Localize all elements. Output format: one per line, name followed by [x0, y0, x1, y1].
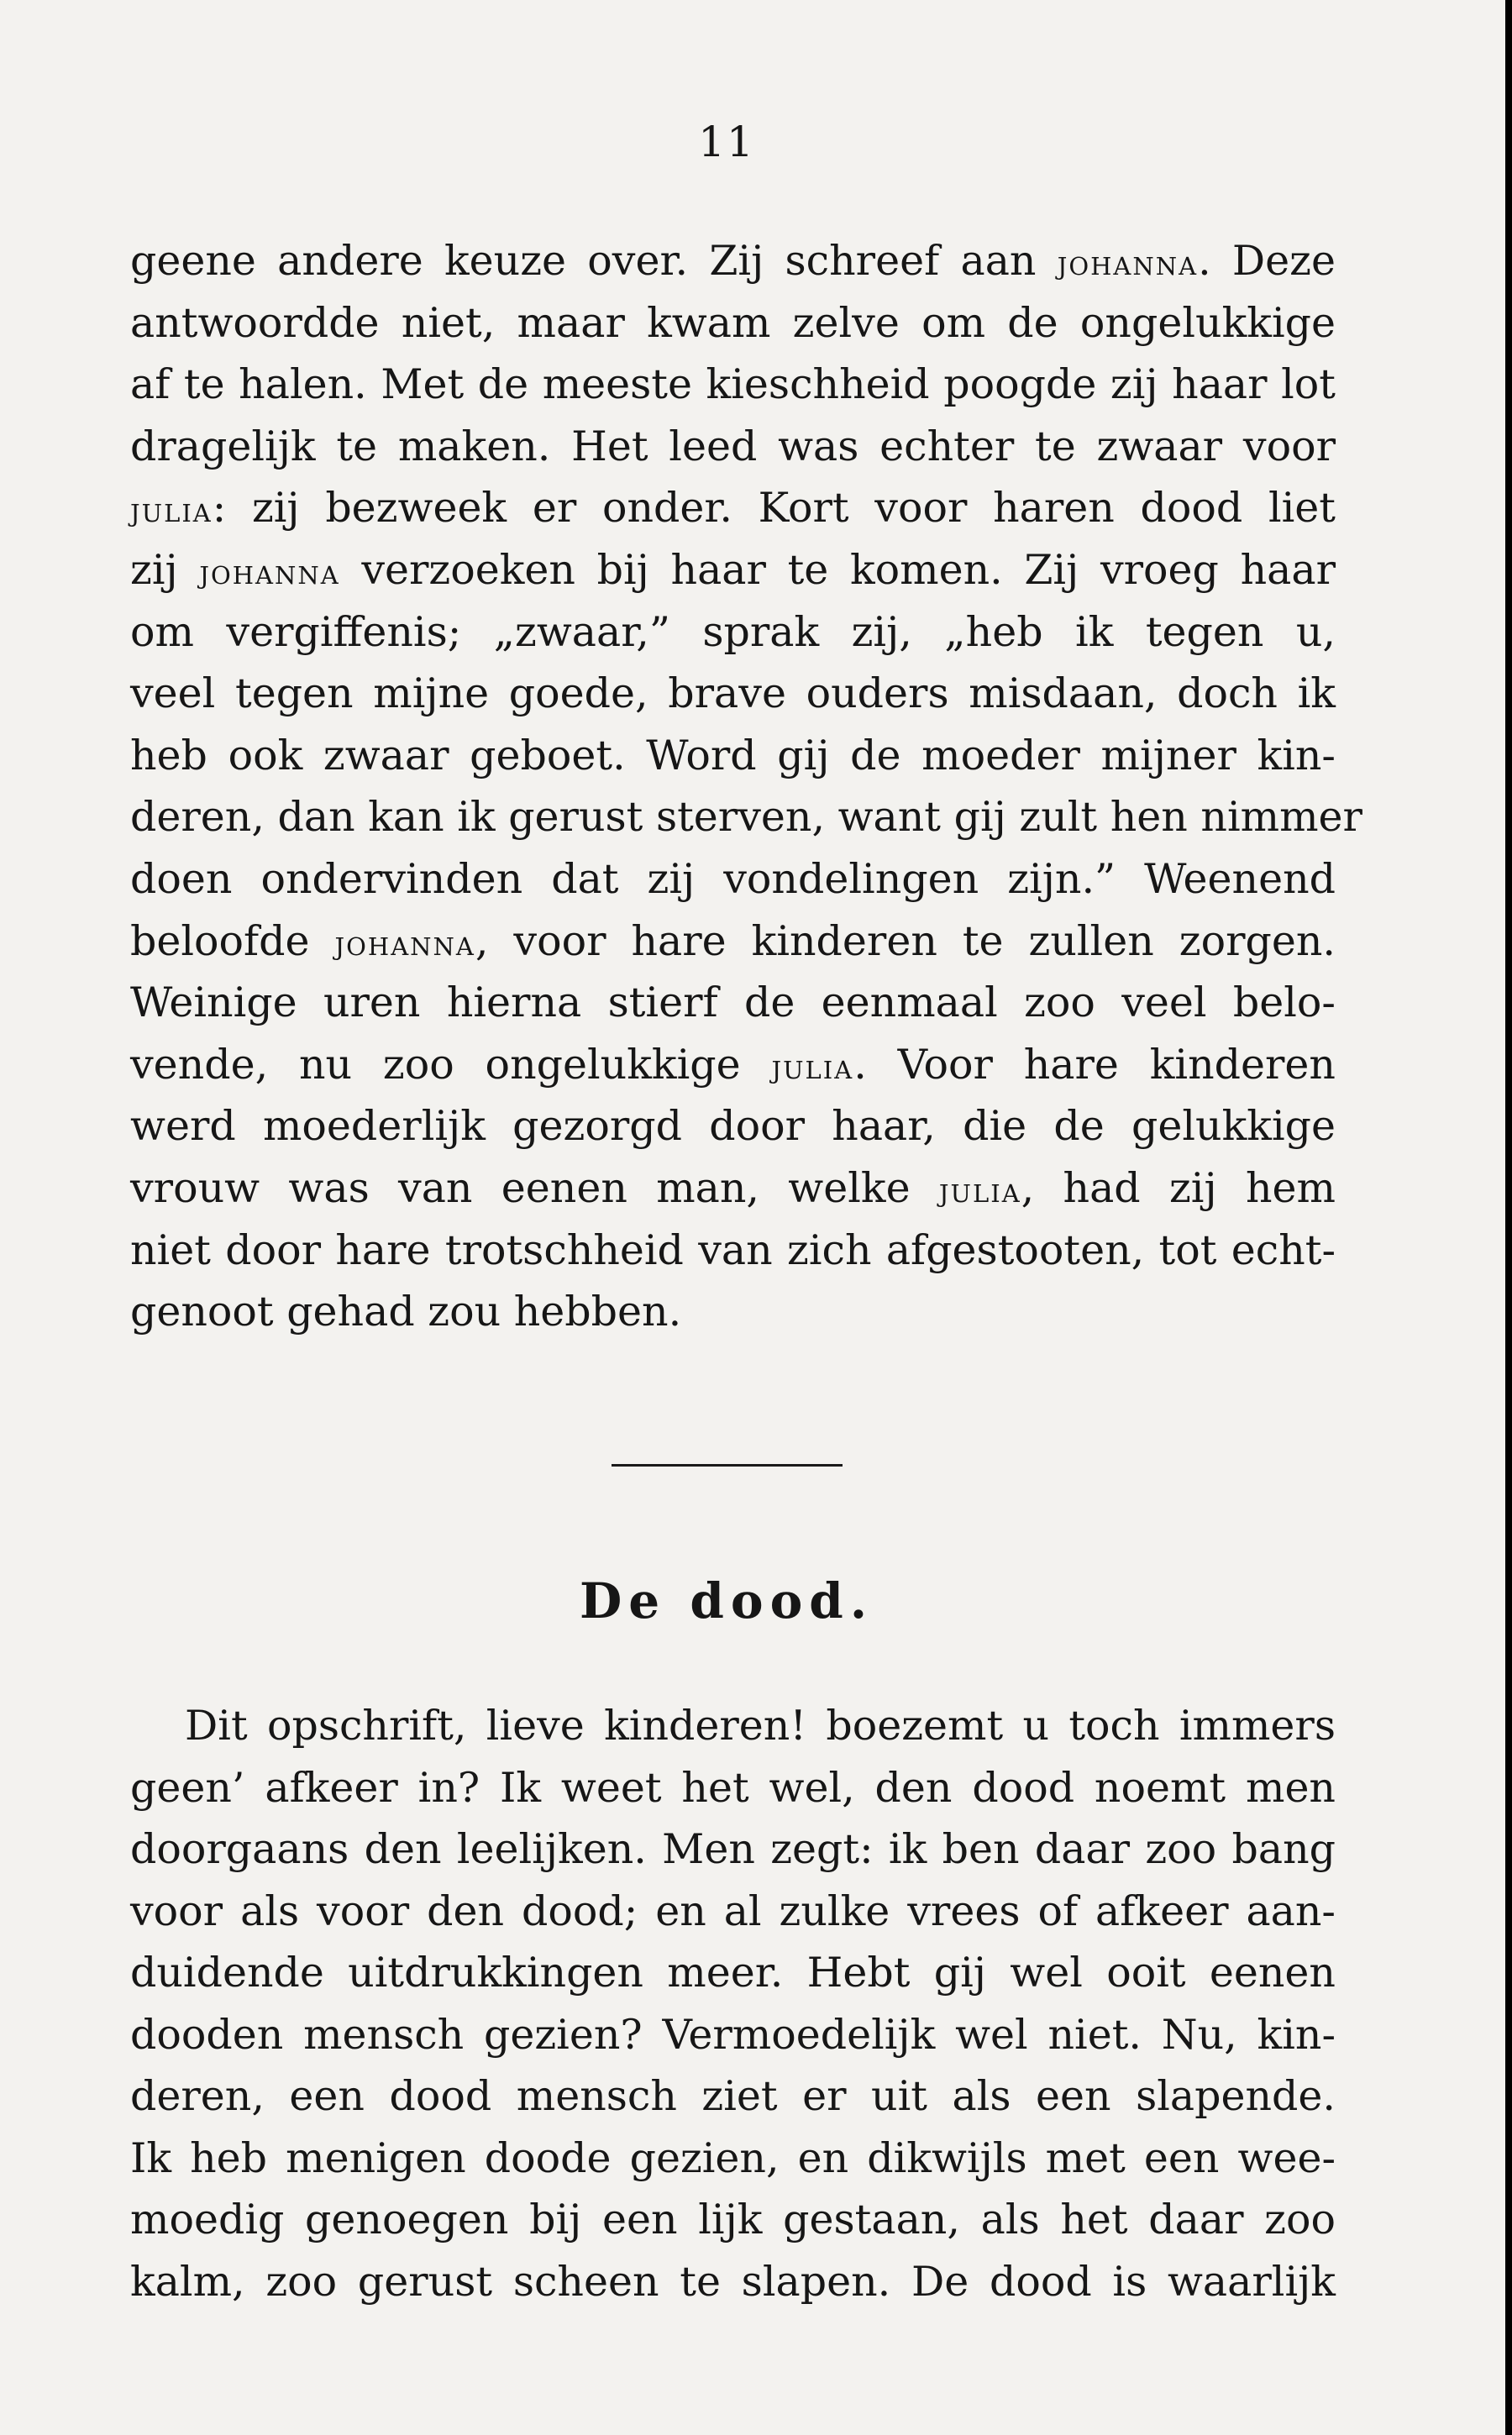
- text-run: niet door hare trotschheid van zich afgestooten, tot echt-: [130, 1225, 1336, 1274]
- text-run: veel tegen mijne goede, brave ouders misdaan, doch ik: [130, 669, 1336, 718]
- text-line: [130, 2131, 1336, 2186]
- text-run: deren, een dood mensch ziet er uit als een slapende.: [130, 2072, 1336, 2120]
- text-run: . Voor hare kinderen: [853, 1040, 1336, 1089]
- text-line: [130, 728, 1336, 784]
- text-run: af te halen. Met de meeste kieschheid poogde zij haar lot: [130, 360, 1336, 409]
- text-line: [130, 234, 1336, 289]
- text-run: duidende uitdrukkingen meer. Hebt gij wel ooit eenen: [130, 1949, 1336, 1997]
- text-line: [130, 914, 1336, 969]
- text-line: [130, 2254, 1336, 2310]
- text-run: Weinige uren hierna stierf de eenmaal zoo veel belo-: [130, 979, 1336, 1027]
- text-run: om vergiffenis; „zwaar,” sprak zij, „heb ik tegen u,: [130, 607, 1336, 656]
- text-run: voor als voor den dood; en al zulke vrees of afkeer aan-: [130, 1887, 1336, 1935]
- section-heading: De dood.: [579, 1572, 874, 1629]
- text-run: doen ondervinden dat zij vondelingen zijn.” Weenend: [130, 855, 1336, 903]
- text-line: [130, 1884, 1336, 1939]
- text-run: kalm, zoo gerust scheen te slapen. De dood is waarlijk: [130, 2257, 1336, 2306]
- text-run: dragelijk te maken. Het leed was echter te zwaar voor: [130, 422, 1336, 470]
- text-run: verzoeken bij haar te komen. Zij vroeg haar: [339, 546, 1336, 594]
- text-line: [130, 357, 1336, 412]
- person-name: johanna: [334, 921, 475, 963]
- text-run: beloofde: [130, 916, 335, 965]
- text-line: [130, 1099, 1336, 1154]
- text-run: : zij bezweek er onder. Kort voor haren dood liet: [212, 484, 1336, 533]
- page-number: 11: [698, 118, 755, 166]
- text-run: , voor hare kinderen te zullen zorgen.: [475, 916, 1336, 965]
- person-name: johanna: [199, 551, 340, 592]
- text-line: [130, 1945, 1336, 2001]
- text-run: heb ook zwaar geboet. Word gij de moeder mijner kin-: [130, 731, 1336, 779]
- text-line: [130, 605, 1336, 660]
- text-line: [130, 1284, 1336, 1340]
- text-run: antwoordde niet, maar kwam zelve om de ongelukkige: [130, 298, 1336, 347]
- text-run: doorgaans den leelijken. Men zegt: ik ben daar zoo bang: [130, 1825, 1336, 1873]
- text-run: zij: [130, 546, 200, 594]
- person-name: julia: [938, 1169, 1021, 1210]
- text-run: , had zij hem: [1021, 1164, 1336, 1212]
- text-line: [130, 543, 1336, 598]
- section-divider: [612, 1464, 843, 1467]
- text-line: [130, 1161, 1336, 1216]
- text-line: [130, 480, 1336, 536]
- text-line: [130, 666, 1336, 722]
- text-run: werd moederlijk gezorgd door haar, die de gelukkige: [130, 1102, 1336, 1151]
- text-line: [185, 1698, 1336, 1754]
- text-run: deren, dan kan ik gerust sterven, want gij zult hen nimmer: [130, 793, 1362, 842]
- text-run: geene andere keuze over. Zij schreef aan: [130, 237, 1058, 285]
- text-line: [130, 419, 1336, 475]
- text-run: . Deze: [1198, 237, 1336, 285]
- text-line: [130, 1037, 1336, 1093]
- text-line: [130, 852, 1336, 907]
- text-line: [130, 790, 1362, 845]
- text-run: genoot gehad zou hebben.: [130, 1288, 682, 1336]
- text-line: [130, 1822, 1336, 1877]
- text-run: moedig genoegen bij een lijk gestaan, als het daar zoo: [130, 2196, 1336, 2243]
- text-line: [130, 2007, 1336, 2063]
- text-run: vende, nu zoo ongelukkige: [130, 1040, 772, 1089]
- text-run: Ik heb menigen doode gezien, en dikwijls met een wee-: [130, 2133, 1336, 2182]
- person-name: johanna: [1057, 242, 1199, 283]
- text-run: vrouw was van eenen man, welke: [130, 1164, 939, 1212]
- text-line: [130, 2069, 1336, 2124]
- text-line: [130, 975, 1336, 1031]
- text-line: [130, 296, 1336, 351]
- text-line: [130, 2192, 1336, 2248]
- text-run: geen’ afkeer in? Ik weet het wel, den dood noemt men: [130, 1763, 1336, 1812]
- person-name: julia: [130, 489, 213, 531]
- text-run: dooden mensch gezien? Vermoedelijk wel niet. Nu, kin-: [130, 2010, 1336, 2059]
- text-run: Dit opschrift, lieve kinderen! boezemt u toch immers: [185, 1702, 1336, 1750]
- text-line: [130, 1223, 1336, 1278]
- person-name: julia: [771, 1045, 854, 1087]
- text-line: [130, 1761, 1336, 1816]
